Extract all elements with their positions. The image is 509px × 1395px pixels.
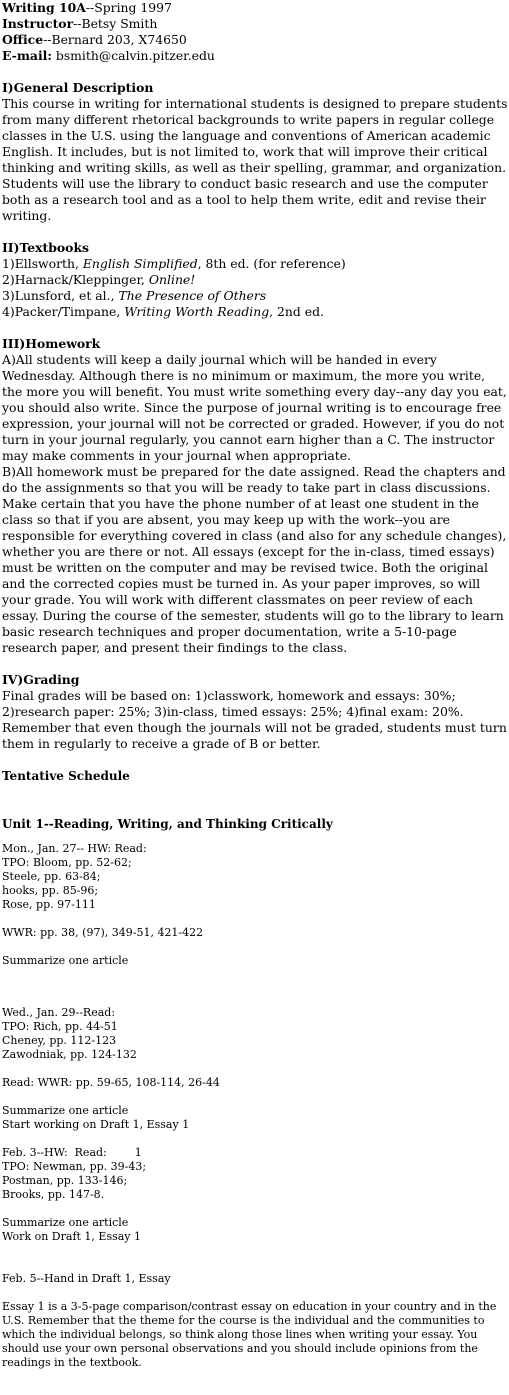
grading-heading: IV)Grading [2, 672, 80, 687]
schedule-list [2, 842, 509, 1370]
schedule-line: Summarize one article [2, 1104, 129, 1117]
course-label: Writing 10A [2, 0, 86, 15]
course-header [2, 0, 509, 64]
course-line [2, 0, 509, 16]
textbook-item: 1)Ellsworth, English Simplified, 8th ed. (for reference) [2, 256, 346, 271]
textbook-title: Writing Worth Reading [124, 304, 270, 319]
schedule-line: Mon., Jan. 27-- HW: Read: [2, 842, 147, 855]
schedule-line: Start working on Draft 1, Essay 1 [2, 1118, 190, 1131]
homework-assignments-paragraph: B)All homework must be prepared for the date assigned. Read the chapters and do the assignments so that you will be ready to take part in class discussions. Make certain that you have the phone number of at least one student in the class so that if you are absent, you may keep up with the work--you are responsible for everything covered in class (and also for any schedule changes), whether you are there or not. All essays (except for the in-class, timed essays) must be written on the computer and may be revised twice. Both the original and the corrected copies must be turned in. As your paper improves, so will your grade. You will work with different classmates on peer review of each essay. During the course of the semester, students will go to the library to learn basic research techniques and proper documentation, write a 5-10-page research paper, and present their findings to the class. [2, 464, 507, 655]
course-term: --Spring 1997 [85, 0, 172, 15]
textbook-title: English Simplified [82, 256, 198, 271]
essay-1-description: Essay 1 is a 3-5-page comparison/contrast essay on education in your country and in the U.S. Remember that the theme for the course is the individual and the communities to which the individual belongs, so think along those lines when writing your essay. You should use your own personal observations and you should include opinions from the readings in the textbook. [2, 1300, 497, 1369]
textbook-item: 2)Harnack/Kleppinger, Online! [2, 272, 196, 287]
office-line [2, 32, 509, 48]
homework-journal-paragraph: A)All students will keep a daily journal which will be handed in every Wednesday. Although there is no minimum or maximum, the more you write, the more you will benefit. You must write something every day--any day you eat, you should also write. Since the purpose of journal writing is to encourage free expression, your journal will not be corrected or graded. However, if you do not turn in your journal regularly, you cannot earn higher than a C. The instructor may make comments in your journal when appropriate. [2, 352, 507, 463]
grading-section [2, 672, 509, 752]
schedule-line: Work on Draft 1, Essay 1 [2, 1230, 142, 1243]
textbook-item: 4)Packer/Timpane, Writing Worth Reading, 2nd ed. [2, 304, 324, 319]
schedule-line: Summarize one article [2, 954, 129, 967]
schedule-entry-jan27 [2, 842, 509, 968]
schedule-line: Postman, pp. 133-146; [2, 1174, 128, 1187]
schedule-line: Brooks, pp. 147-8. [2, 1188, 105, 1201]
homework-heading: III)Homework [2, 336, 101, 351]
email-label: E-mail: [2, 48, 52, 63]
instructor-label: Instructor [2, 16, 74, 31]
homework-section [2, 336, 509, 656]
textbooks-section [2, 240, 509, 320]
general-description-heading: I)General Description [2, 80, 154, 95]
general-description-body: This course in writing for international students is designed to prepare students from many different rhetorical backgrounds to write papers in regular college classes in the U.S. using the language and conventions of American academic English. It includes, but is not limited to, work that will improve their critical thinking and writing skills, as well as their spelling, grammar, and organization. Students will use the library to conduct basic research and use the computer both as a research tool and as a tool to help them write, edit and revise their writing. [2, 96, 508, 223]
instructor-line [2, 16, 509, 32]
email-line [2, 48, 509, 64]
schedule-line: TPO: Rich, pp. 44-51 [2, 1020, 118, 1033]
schedule-line: hooks, pp. 85-96; [2, 884, 99, 897]
email-address[interactable]: bsmith@calvin.pitzer.edu [51, 48, 215, 63]
schedule-line: Feb. 3--HW: Read: 1 [2, 1146, 142, 1159]
schedule-heading: Tentative Schedule [2, 769, 130, 783]
textbook-title: Online! [148, 272, 196, 287]
office-label: Office [2, 32, 44, 47]
schedule-line: Summarize one article [2, 1216, 129, 1229]
instructor-name: --Betsy Smith [73, 16, 158, 31]
office-location: --Bernard 203, X74650 [43, 32, 187, 47]
textbooks-heading: II)Textbooks [2, 240, 89, 255]
unit-1-title: Unit 1--Reading, Writing, and Thinking Critically [2, 817, 333, 831]
grading-body: Final grades will be based on: 1)classwork, homework and essays: 30%; 2)research paper: 25%; 3)in-class, timed essays: 25%; 4)final exam: 20%. Remember that even though the journals will not be graded, students must turn them in regularly to receive a grade of B or better. [2, 688, 507, 751]
schedule-entry-jan29 [2, 1006, 509, 1132]
schedule-line: TPO: Newman, pp. 39-43; [2, 1160, 147, 1173]
general-description-section [2, 80, 509, 224]
schedule-entry-feb3 [2, 1146, 509, 1244]
schedule-entry-feb5 [2, 1272, 509, 1370]
textbook-item: 3)Lunsford, et al., The Presence of Others [2, 288, 267, 303]
schedule-line: Feb. 5--Hand in Draft 1, Essay [2, 1272, 171, 1285]
schedule-line: Rose, pp. 97-111 [2, 898, 96, 911]
textbook-title: The Presence of Others [118, 288, 267, 303]
schedule-line: Wed., Jan. 29--Read: [2, 1006, 116, 1019]
schedule-line: Steele, pp. 63-84; [2, 870, 101, 883]
schedule-line: TPO: Bloom, pp. 52-62; [2, 856, 132, 869]
schedule-line: Read: WWR: pp. 59-65, 108-114, 26-44 [2, 1076, 220, 1089]
schedule-line: Cheney, pp. 112-123 [2, 1034, 117, 1047]
schedule-line: WWR: pp. 38, (97), 349-51, 421-422 [2, 926, 204, 939]
schedule-line: Zawodniak, pp. 124-132 [2, 1048, 137, 1061]
